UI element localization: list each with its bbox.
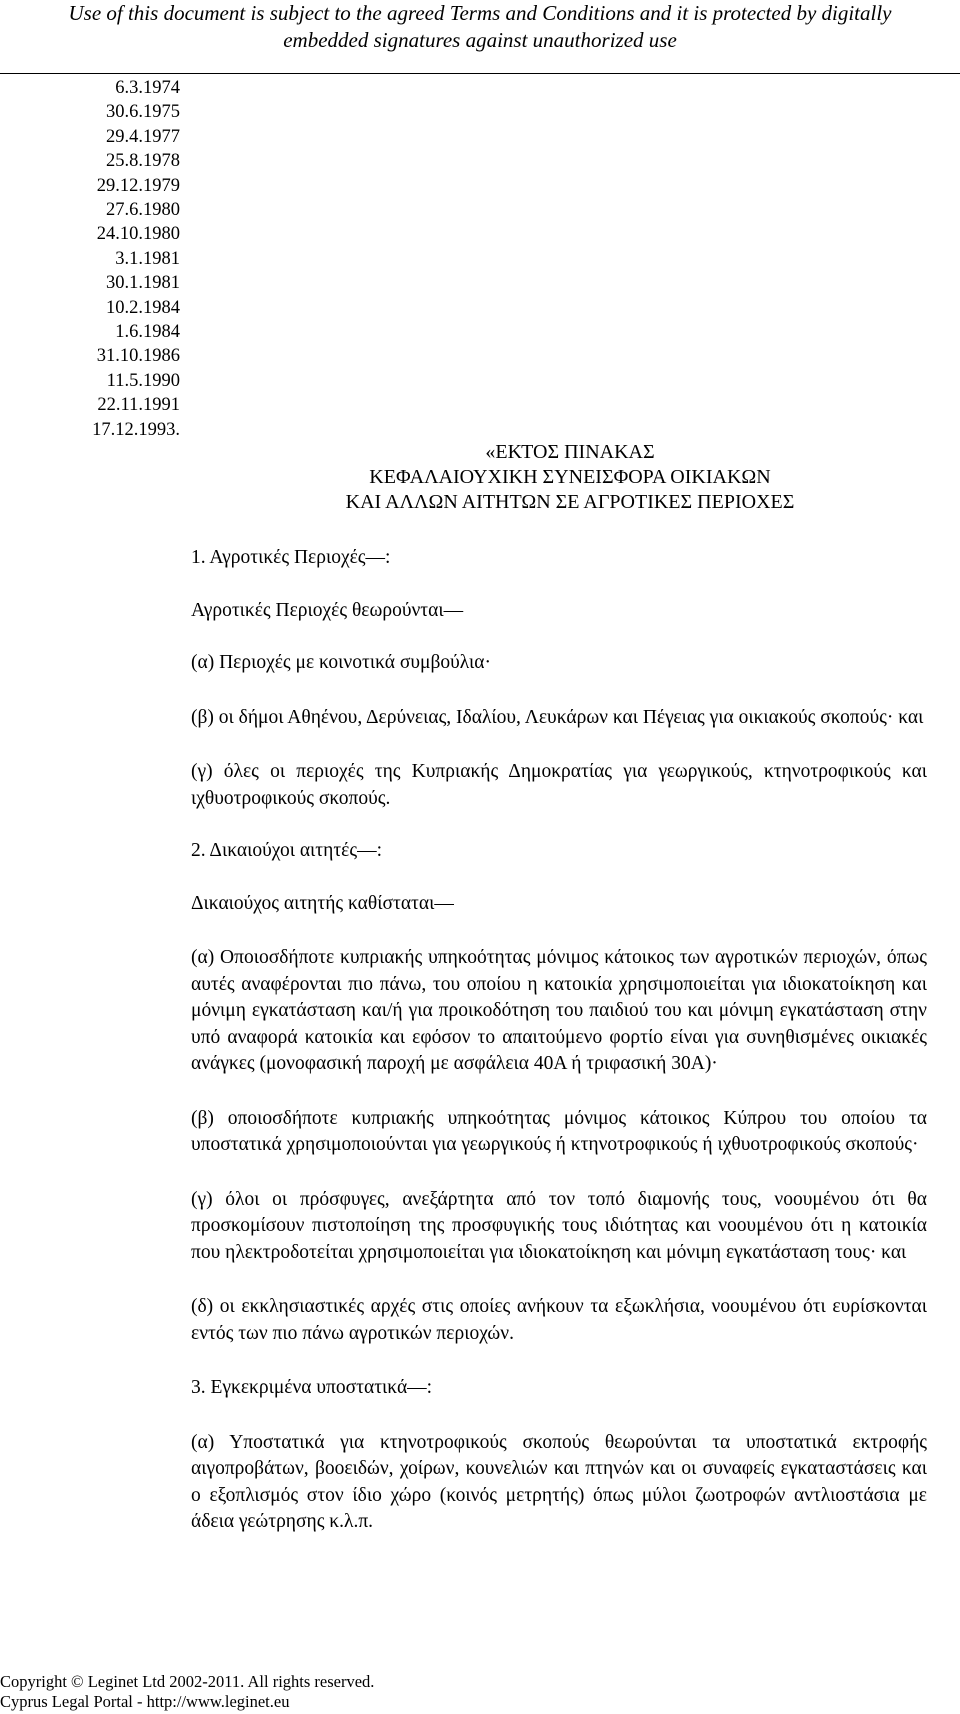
section-2-item-d: (δ) οι εκκλησιαστικές αρχές στις οποίες ανήκουν τα εξωκλήσια, νοουμένου ότι ευρίσκονται εντός των πιο πάνω αγροτικών περιοχών. bbox=[191, 1296, 927, 1344]
amendment-date: 24.10.1980 bbox=[96, 224, 180, 245]
schedule-title-line-3: ΚΑΙ ΑΛΛΩΝ ΑΙΤΗΤΩΝ ΣΕ ΑΓΡΟΤΙΚΕΣ ΠΕΡΙΟΧΕΣ bbox=[345, 491, 795, 513]
amendment-date: 11.5.1990 bbox=[106, 370, 180, 391]
copyright-line: Copyright © Leginet Ltd 2002-2011. All rights reserved. bbox=[0, 1672, 375, 1691]
amendment-date: 30.6.1975 bbox=[106, 102, 180, 123]
schedule-body bbox=[191, 545, 927, 1536]
section-1-item-c: (γ) όλες οι περιοχές της Κυπριακής Δημοκρατίας για γεωργικούς, κτηνοτροφικούς και ιχθυοτροφικούς σκοπούς. bbox=[191, 761, 927, 809]
section-1-heading: 1. Αγροτικές Περιοχές—: bbox=[191, 547, 391, 568]
amendment-date: 29.12.1979 bbox=[96, 175, 180, 196]
amendment-date: 17.12.1993. bbox=[92, 419, 180, 440]
section-2-item-b: (β) οποιοσδήποτε κυπριακής υπηκοότητας μόνιμος κάτοικος Κύπρου του οποίου τα υποστατικά χρησιμοποιούνται για γεωργικούς ή κτηνοτροφικούς ή ιχθυοτροφικούς σκοπούς· bbox=[191, 1107, 927, 1155]
amendment-date: 31.10.1986 bbox=[96, 346, 180, 367]
amendment-date: 3.1.1981 bbox=[115, 248, 180, 269]
amendment-date: 29.4.1977 bbox=[106, 126, 180, 147]
schedule-title-line-2: ΚΕΦΑΛΑΙΟΥΧΙΚΗ ΣΥΝΕΙΣΦΟΡΑ ΟΙΚΙΑΚΩΝ bbox=[369, 466, 771, 488]
amendment-date: 1.6.1984 bbox=[115, 322, 180, 343]
copyright-footer bbox=[0, 1672, 374, 1712]
amendment-date: 10.2.1984 bbox=[106, 297, 180, 318]
amendment-date: 30.1.1981 bbox=[106, 273, 180, 294]
header-divider bbox=[0, 73, 960, 74]
amendment-dates-list bbox=[70, 76, 180, 442]
section-1-intro: Αγροτικές Περιοχές θεωρούνται— bbox=[191, 599, 464, 621]
section-2-intro: Δικαιούχος αιτητής καθίσταται— bbox=[191, 892, 454, 914]
terms-notice-line-2: embedded signatures against unauthorized use bbox=[283, 28, 677, 52]
section-3-item-a: (α) Υποστατικά για κτηνοτροφικούς σκοπούς θεωρούνται τα υποστατικά εκτροφής αιγοπροβάτων, βοοειδών, χοίρων, κουνελιών και πτηνών και οι συναφείς εγκαταστάσεις και ο εξοπλισμός στον ίδιο χώρο (κοινός μετρητής) όπως μύλοι ζωοτροφών αντλιοστάσια με άδεια γεώτρησης κ.λ.π. bbox=[191, 1431, 927, 1532]
section-1-item-b: (β) οι δήμοι Αθηένου, Δερύνειας, Ιδαλίου, Λευκάρων και Πέγειας για οικιακούς σκοπούς· και bbox=[191, 706, 924, 728]
section-2-item-c: (γ) όλοι οι πρόσφυγες, ανεξάρτητα από τον τοπό διαμονής τους, νοουμένου ότι θα προσκομίσουν πιστοποίηση της προσφυγικής τους ιδιότητας και νοουμένου ότι η κατοικία που ηλεκτροδοτείται χρησιμοποιείται για ιδιοκατοίκηση και μόνιμη εγκατάσταση τους· και bbox=[191, 1188, 927, 1263]
amendment-date: 27.6.1980 bbox=[106, 200, 180, 221]
amendment-date: 22.11.1991 bbox=[97, 395, 180, 416]
section-3-heading: 3. Εγκεκριμένα υποστατικά—: bbox=[191, 1377, 433, 1398]
section-2-item-a: (α) Οποιοσδήποτε κυπριακής υπηκοότητας μόνιμος κάτοικος των αγροτικών περιοχών, όπως αυτές αναφέρονται πιο πάνω, του οποίου η κατοικία χρησιμοποιείται για ιδιοκατοίκηση και μόνιμη εγκατάσταση και/ή για προικοδότηση του παιδιού του και μόνιμη εγκατάσταση στην υπό αναφορά κατοικία και εφόσον το απαιτούμενο φορτίο είναι για συνηθισμένες οικιακές ανάγκες (μονοφασική παροχή με ασφάλεια 40Α ή τριφασική 30Α)· bbox=[191, 947, 927, 1074]
portal-line: Cyprus Legal Portal - http://www.leginet.eu bbox=[0, 1692, 290, 1711]
terms-notice-header bbox=[0, 0, 960, 54]
amendment-date: 25.8.1978 bbox=[106, 151, 180, 172]
schedule-title-line-1: «ΕΚΤΟΣ ΠΙΝΑΚΑΣ bbox=[485, 441, 655, 463]
schedule-title bbox=[320, 440, 820, 515]
amendment-date: 6.3.1974 bbox=[115, 78, 180, 98]
section-1-item-a: (α) Περιοχές με κοινοτικά συμβούλια· bbox=[191, 652, 491, 673]
section-2-heading: 2. Δικαιούχοι αιτητές—: bbox=[191, 840, 382, 861]
terms-notice-line-1: Use of this document is subject to the agreed Terms and Conditions and it is protected by digitally bbox=[68, 1, 892, 25]
